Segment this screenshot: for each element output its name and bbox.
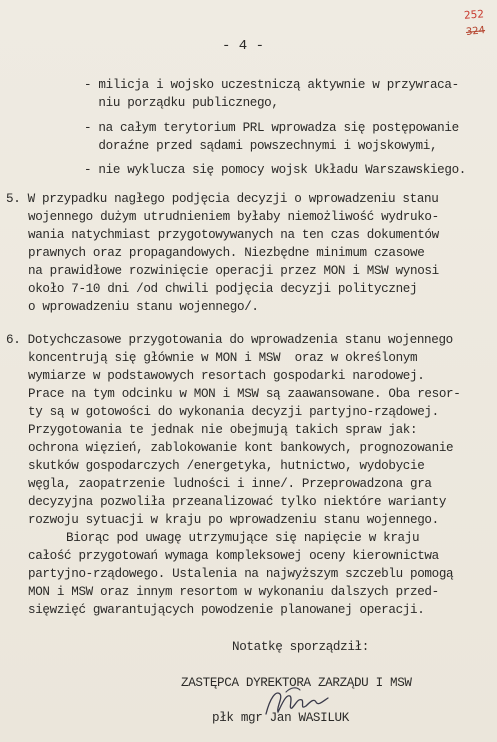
signoff-title: ZASTĘPCA DYREKTORA ZARZĄDU I MSW: [181, 676, 412, 690]
point6-line-4: Prace na tym odcinku w MON i MSW są zaawansowane. Oba resor-: [28, 387, 461, 401]
archive-number: 252: [463, 8, 485, 22]
signoff-name: płk mgr Jan WASILUK: [212, 711, 349, 725]
point5-line-5: na prawidłowe rozwinięcie operacji przez MON i MSW wynosi: [28, 264, 439, 278]
page-number: - 4 -: [222, 38, 265, 54]
archive-number-old: 324: [465, 25, 486, 38]
point5-line-6: około 7-10 dni /od chwili podjęcia decyzji politycznej: [28, 282, 418, 296]
point5-line-4: prawnych oraz propagandowych. Niezbędne minimum czasowe: [28, 246, 425, 260]
point5-line-3: wania natychmiast przygotowywanych na ten czas dokumentów: [28, 228, 439, 242]
bullet-2-line-2: doraźne przed sądami powszechnymi i wojskowymi,: [84, 139, 438, 153]
point6-line-6: Przygotowania te jednak nie obejmują takich spraw jak:: [28, 423, 418, 437]
point6-line-3: wymiarze w podstawowych resortach gospodarki narodowej.: [28, 369, 425, 383]
closing-line-3: partyjno-rządowego. Ustalenia na najwyższym szczeblu pomogą: [28, 567, 454, 581]
bullet-3-line-1: - nie wyklucza się pomocy wojsk Układu Warszawskiego.: [84, 163, 466, 177]
point5-line-1: 5. W przypadku nagłego podjęcia decyzji o wprowadzeniu stanu: [6, 192, 439, 206]
bullet-1-line-1: - milicja i wojsko uczestniczą aktywnie w przywraca-: [84, 78, 459, 92]
closing-line-5: sięwzięć gwarantujących powodzenie planowanej operacji.: [28, 603, 425, 617]
point6-line-2: koncentrują się głównie w MON i MSW oraz w określonym: [28, 351, 418, 365]
point6-line-9: węgla, zaopatrzenie ludności i inne/. Przeprowadzona gra: [28, 477, 432, 491]
point5-line-7: o wprowadzeniu stanu wojennego/.: [28, 300, 259, 314]
point6-line-1: 6. Dotychczasowe przygotowania do wprowadzenia stanu wojennego: [6, 333, 453, 347]
closing-line-1: Biorąc pod uwagę utrzymujące się napięcie w kraju: [66, 531, 420, 545]
closing-line-4: MON i MSW oraz innym resortom w wykonaniu dalszych przed-: [28, 585, 439, 599]
point6-line-10: decyzyjna pozwoliła przeanalizować tylko niektóre warianty: [28, 495, 447, 509]
point6-line-5: ty są w gotowości do wykonania decyzji partyjno-rządowej.: [28, 405, 439, 419]
point5-line-2: wojennego dużym utrudnieniem byłaby niemożliwość wydruko-: [28, 210, 439, 224]
bullet-1-line-2: niu porządku publicznego,: [84, 96, 279, 110]
signoff-note: Notatkę sporządził:: [232, 640, 369, 654]
closing-line-2: całość przygotowań wymaga kompleksowej oceny kierownictwa: [28, 549, 439, 563]
point6-line-11: rozwoju sytuacji w kraju po wprowadzeniu stanu wojennego.: [28, 513, 439, 527]
point6-line-8: skutków gospodarczych /energetyka, hutnictwo, wydobycie: [28, 459, 425, 473]
bullet-2-line-1: - na całym terytorium PRL wprowadza się postępowanie: [84, 121, 459, 135]
point6-line-7: ochrona więzień, zablokowanie kont bankowych, prognozowanie: [28, 441, 454, 455]
